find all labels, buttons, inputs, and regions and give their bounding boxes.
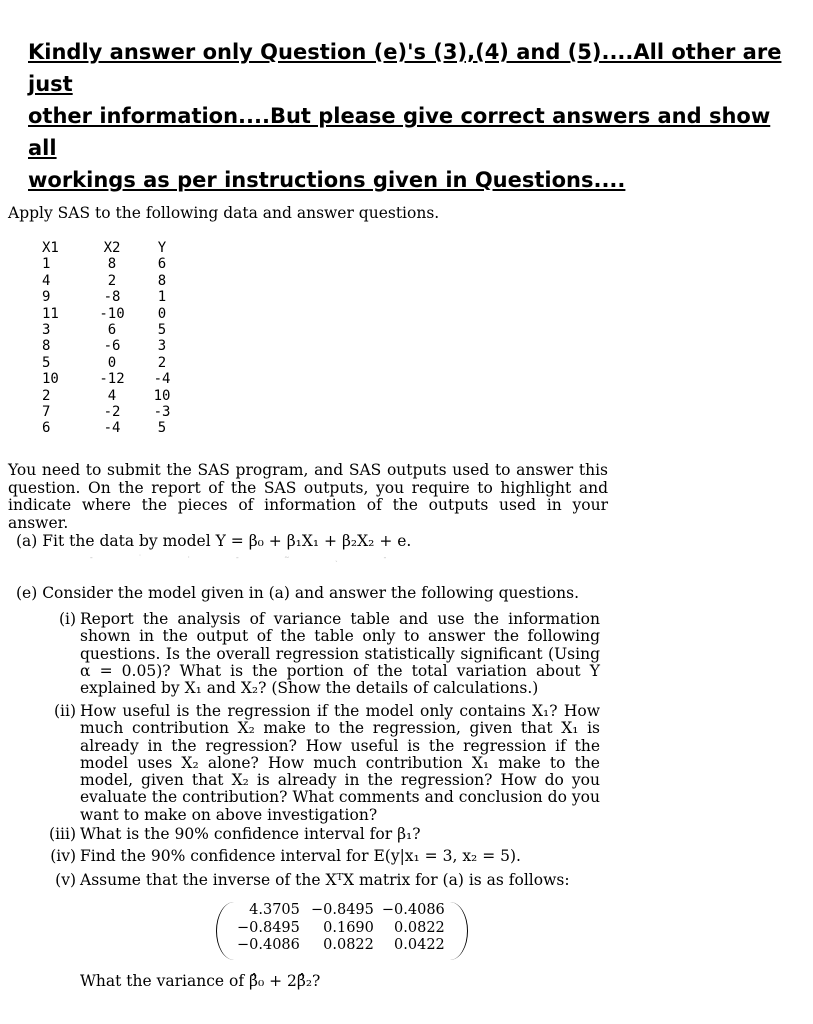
cell-x1: 1 xyxy=(42,256,51,273)
cell-x2: -6 xyxy=(103,338,121,355)
table-row xyxy=(42,273,182,289)
matrix-cell: −0.4086 xyxy=(381,902,445,918)
table-row xyxy=(42,420,182,436)
subquestion-text: Assume that the inverse of the XᵀX matrix for (a) is as follows: xyxy=(80,871,570,889)
banner-line-2: other information....But please give correct answers and show all xyxy=(28,104,771,160)
cell-y: 3 xyxy=(157,338,167,355)
table-row xyxy=(42,338,182,354)
matrix-cell: 4.3705 xyxy=(249,902,300,918)
banner-line-3: workings as per instructions given in Questions.... xyxy=(28,168,626,192)
cell-y: 8 xyxy=(157,272,167,289)
matrix-cell: 0.1690 xyxy=(323,919,374,936)
table-row xyxy=(42,256,182,272)
subquestion-label: (iii) xyxy=(49,825,76,843)
cell-x1: 4 xyxy=(42,272,51,289)
inverse-matrix xyxy=(216,902,468,960)
part-a-question: (a) Fit the data by model Y = β₀ + β₁X₁ + β₂X₂ + e. xyxy=(16,532,412,550)
cell-x2: -12 xyxy=(99,371,125,388)
cell-x2: 2 xyxy=(107,272,117,289)
cell-x2: 4 xyxy=(107,387,117,404)
matrix-cell: 0.0822 xyxy=(394,919,445,936)
subquestion-iv xyxy=(28,848,600,865)
banner-line-1: Kindly answer only Question (e)'s (3),(4) and (5)....All other are just xyxy=(28,40,782,96)
table-row xyxy=(42,355,182,371)
matrix-grid xyxy=(233,902,449,955)
cell-y: -3 xyxy=(153,404,171,421)
matrix-row xyxy=(233,937,449,955)
column-header-x1: X1 xyxy=(42,240,59,256)
cell-x1: 3 xyxy=(42,322,51,339)
table-row xyxy=(42,404,182,420)
cell-x1: 8 xyxy=(42,338,51,355)
cell-y: 6 xyxy=(157,256,167,273)
part-e-heading: (e) Consider the model given in (a) and answer the following questions. xyxy=(16,584,580,602)
table-row xyxy=(42,371,182,387)
cell-x2: -4 xyxy=(103,420,121,437)
subquestion-label: (v) xyxy=(55,871,76,889)
subquestion-iii xyxy=(28,826,600,843)
subquestion-ii xyxy=(28,703,600,824)
cell-x1: 9 xyxy=(42,289,51,306)
cell-x1: 6 xyxy=(42,420,51,437)
cell-x1: 7 xyxy=(42,404,51,421)
subquestion-text: What is the 90% confidence interval for β₁? xyxy=(80,825,421,843)
cell-x1: 5 xyxy=(42,354,51,371)
matrix-cell: −0.8495 xyxy=(311,902,374,918)
matrix-cell: 0.0422 xyxy=(394,937,445,953)
matrix-row xyxy=(233,902,449,920)
scan-artifact-divider: - ˙ · - ~ ˏ - xyxy=(90,553,409,562)
submission-instructions: You need to submit the SAS program, and SAS outputs used to answer this question. On the report of the SAS outputs, you require to highlight and indicate where the pieces of information of the outputs used in your answer. xyxy=(8,461,608,532)
intro-text: Apply SAS to the following data and answer questions. xyxy=(8,204,440,222)
instruction-banner xyxy=(28,36,788,196)
cell-y: 1 xyxy=(157,289,167,306)
column-header-x2: X2 xyxy=(103,240,121,256)
cell-y: 5 xyxy=(157,420,167,437)
matrix-cell: −0.4086 xyxy=(237,937,300,953)
subquestion-i xyxy=(28,611,600,697)
subquestion-text: How useful is the regression if the model only contains X₁? How much contribution X₂ make to the regression, given that X₁ is already in the regression? How useful is the regression if the model uses X₂ alone? How much contribution X₁ make to the model, given that X₂ is already in the regression? How do you evaluate the contribution? What comments and conclusion do you want to make on above investigation? xyxy=(80,702,600,824)
cell-y: -4 xyxy=(153,371,171,388)
column-header-y: Y xyxy=(157,240,167,256)
variance-question: What the variance of β̂₀ + 2β̂₂? xyxy=(80,972,321,990)
table-row xyxy=(42,388,182,404)
cell-y: 10 xyxy=(153,387,171,404)
matrix-cell: −0.8495 xyxy=(237,919,300,936)
cell-x2: 8 xyxy=(107,256,117,273)
subquestion-label: (i) xyxy=(58,610,76,628)
cell-x2: -10 xyxy=(99,305,125,322)
matrix-row xyxy=(233,920,449,938)
cell-y: 2 xyxy=(157,354,167,371)
cell-x1: 11 xyxy=(42,305,59,322)
cell-y: 5 xyxy=(157,322,167,339)
table-row xyxy=(42,322,182,338)
subquestion-label: (iv) xyxy=(50,847,76,865)
cell-x2: 0 xyxy=(107,354,117,371)
cell-x1: 10 xyxy=(42,371,59,388)
subquestion-label: (ii) xyxy=(53,702,76,720)
cell-x1: 2 xyxy=(42,387,51,404)
table-row xyxy=(42,289,182,305)
matrix-cell: 0.0822 xyxy=(323,937,374,953)
cell-x2: -2 xyxy=(103,404,121,421)
table-row xyxy=(42,306,182,322)
subquestion-text: Report the analysis of variance table and use the information shown in the output of the table only to answer the following questions. Is the overall regression statistically significant (Using α = 0.05)? What is the portion of the total variation about Y explained by X₁ and X₂? (Show the details of calculations.) xyxy=(80,610,600,698)
subquestion-v xyxy=(28,872,600,889)
cell-x2: -8 xyxy=(103,289,121,306)
subquestion-text: Find the 90% confidence interval for E(y|x₁ = 3, x₂ = 5). xyxy=(80,847,521,865)
data-table xyxy=(42,240,182,437)
cell-x2: 6 xyxy=(107,322,117,339)
cell-y: 0 xyxy=(157,305,167,322)
table-header-row xyxy=(42,240,182,256)
